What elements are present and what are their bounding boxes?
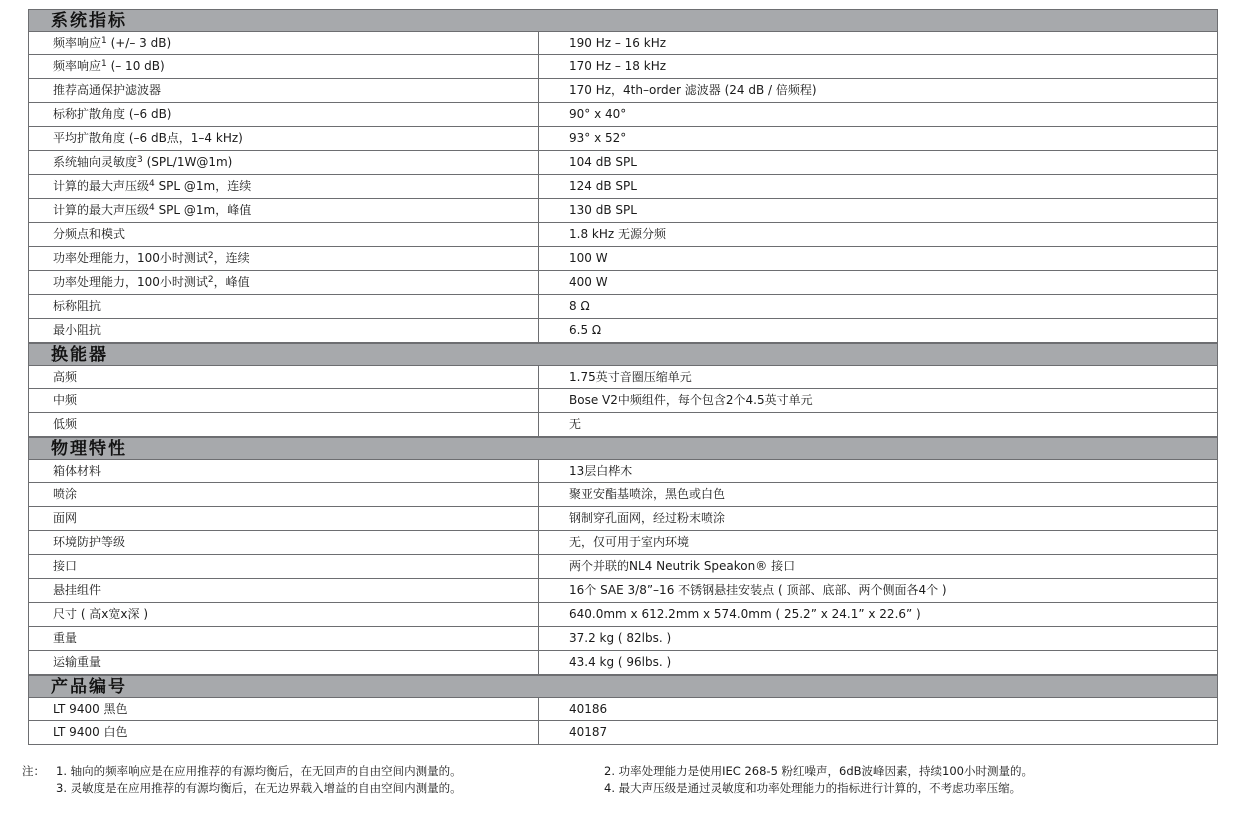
- spec-value: 40186: [569, 702, 608, 716]
- spec-row: [28, 413, 1218, 437]
- spec-value: 170 Hz，4th–order 滤波器 (24 dB / 倍频程): [569, 83, 817, 97]
- spec-row: [28, 223, 1218, 247]
- spec-label: [29, 531, 539, 554]
- spec-value: 640.0mm x 612.2mm x 574.0mm ( 25.2” x 24.1” x 22.6” ): [569, 607, 921, 621]
- spec-label-suffix: SPL @1m，连续: [154, 179, 252, 193]
- spec-label: [29, 698, 539, 720]
- spec-label: [29, 271, 539, 294]
- spec-value: 无: [569, 417, 582, 431]
- spec-label-text: 标称扩散角度 (–6 dB): [53, 107, 172, 121]
- spec-row: [28, 175, 1218, 199]
- spec-row: [28, 151, 1218, 175]
- spec-value: 93° x 52°: [569, 131, 627, 145]
- footnote-2: 2. 功率处理能力是使用IEC 268-5 粉红噪声，6dB波峰因素，持续100小时测量的。: [604, 764, 1033, 778]
- footnote-ref: 1: [101, 59, 107, 69]
- spec-label: [29, 55, 539, 78]
- footnote-prefix: 注：: [22, 764, 45, 778]
- footnote-ref: 2: [207, 251, 214, 261]
- spec-label-text: 功率处理能力，100小时测试: [53, 275, 208, 289]
- spec-value: 130 dB SPL: [569, 203, 637, 217]
- spec-label: [29, 175, 539, 198]
- spec-label-suffix: SPL @1m，峰值: [154, 203, 252, 217]
- spec-row: [28, 31, 1218, 55]
- spec-row: [28, 555, 1218, 579]
- spec-row: [28, 319, 1218, 343]
- spec-row: [28, 247, 1218, 271]
- spec-label-text: 频率响应: [53, 36, 102, 50]
- spec-label: [29, 651, 539, 674]
- spec-label-text: 频率响应: [53, 59, 102, 73]
- footnote-ref: 2: [207, 275, 214, 285]
- spec-row: [28, 127, 1218, 151]
- spec-value: 37.2 kg ( 82lbs. ): [569, 631, 672, 645]
- footnote-ref: 3: [137, 155, 143, 165]
- spec-label-text: 尺寸 ( 高x宽x深 ): [53, 607, 149, 621]
- spec-value: 钢制穿孔面网，经过粉末喷涂: [569, 511, 726, 525]
- footnote-3: 3. 灵敏度是在应用推荐的有源均衡后，在无边界载入增益的自由空间内测量的。: [56, 781, 462, 795]
- spec-label-text: 中频: [53, 393, 78, 407]
- spec-label-suffix: (+/– 3 dB): [106, 36, 172, 50]
- spec-label: [29, 507, 539, 530]
- spec-label: [29, 627, 539, 650]
- section-header: 产品编号: [28, 675, 1218, 697]
- footnote-ref: 4: [149, 179, 155, 189]
- spec-label-text: 面网: [53, 511, 78, 525]
- spec-label: [29, 79, 539, 102]
- spec-row: [28, 697, 1218, 721]
- spec-label: [29, 223, 539, 246]
- spec-label-suffix: (– 10 dB): [106, 59, 165, 73]
- footnote-1: 1. 轴向的频率响应是在应用推荐的有源均衡后，在无回声的自由空间内测量的。: [56, 764, 462, 778]
- spec-value: 13层白桦木: [569, 464, 633, 478]
- spec-label: [29, 295, 539, 318]
- spec-label: [29, 579, 539, 602]
- spec-label: [29, 413, 539, 436]
- spec-value: 16个 SAE 3/8”–16 不锈钢悬挂安装点 ( 顶部、底部、两个侧面各4个 ): [569, 583, 947, 597]
- spec-label-text: LT 9400 白色: [53, 725, 128, 739]
- spec-value: 8 Ω: [569, 299, 590, 313]
- section-header: 换能器: [28, 343, 1218, 365]
- spec-row: [28, 483, 1218, 507]
- spec-value: 100 W: [569, 251, 608, 265]
- spec-label-text: 分频点和模式: [53, 227, 126, 241]
- spec-label: [29, 483, 539, 506]
- spec-value: 104 dB SPL: [569, 155, 637, 169]
- spec-value: 170 Hz – 18 kHz: [569, 59, 667, 73]
- spec-value: 1.8 kHz 无源分频: [569, 227, 666, 241]
- spec-label-text: 功率处理能力，100小时测试: [53, 251, 208, 265]
- spec-value: 无，仅可用于室内环境: [569, 535, 690, 549]
- spec-value: 90° x 40°: [569, 107, 627, 121]
- section-header: 系统指标: [28, 9, 1218, 31]
- footnotes: [22, 763, 1242, 797]
- spec-label-text: 接口: [53, 559, 78, 573]
- spec-label-text: 重量: [53, 631, 78, 645]
- spec-label-text: 系统轴向灵敏度: [53, 155, 138, 169]
- spec-value: 43.4 kg ( 96lbs. ): [569, 655, 672, 669]
- spec-label-text: 喷涂: [53, 487, 78, 501]
- spec-row: [28, 79, 1218, 103]
- spec-row: [28, 627, 1218, 651]
- spec-label-text: 计算的最大声压级: [53, 203, 150, 217]
- spec-label-suffix: (SPL/1W@1m): [142, 155, 233, 169]
- spec-value: 40187: [569, 725, 608, 739]
- spec-label-text: 运输重量: [53, 655, 102, 669]
- spec-label: [29, 555, 539, 578]
- spec-label-text: 推荐高通保护滤波器: [53, 83, 162, 97]
- spec-label: [29, 460, 539, 482]
- spec-value: 190 Hz – 16 kHz: [569, 36, 667, 50]
- spec-label-text: 计算的最大声压级: [53, 179, 150, 193]
- spec-label: [29, 247, 539, 270]
- spec-label-text: 低频: [53, 417, 78, 431]
- spec-row: [28, 507, 1218, 531]
- spec-label: [29, 366, 539, 388]
- spec-row: [28, 271, 1218, 295]
- spec-label: [29, 103, 539, 126]
- spec-label-text: 箱体材料: [53, 464, 102, 478]
- spec-label: [29, 199, 539, 222]
- footnote-line-2: [22, 780, 1242, 797]
- spec-label: [29, 319, 539, 342]
- spec-label-suffix: ，峰值: [213, 275, 250, 289]
- footnote-4: 4. 最大声压级是通过灵敏度和功率处理能力的指标进行计算的，不考虑功率压缩。: [604, 781, 1022, 795]
- spec-label: [29, 389, 539, 412]
- section-header: 物理特性: [28, 437, 1218, 459]
- spec-row: [28, 55, 1218, 79]
- spec-row: [28, 103, 1218, 127]
- spec-row: [28, 721, 1218, 745]
- spec-label-text: 高频: [53, 370, 78, 384]
- spec-value: 400 W: [569, 275, 608, 289]
- spec-value: 6.5 Ω: [569, 323, 602, 337]
- spec-label-text: 平均扩散角度 (–6 dB点，1–4 kHz): [53, 131, 243, 145]
- footnote-ref: 4: [149, 203, 155, 213]
- spec-row: [28, 579, 1218, 603]
- spec-row: [28, 295, 1218, 319]
- spec-label: [29, 127, 539, 150]
- spec-value: Bose V2中频组件，每个包含2个4.5英寸单元: [569, 393, 813, 407]
- spec-row: [28, 199, 1218, 223]
- spec-label-text: 标称阻抗: [53, 299, 102, 313]
- spec-value: 聚亚安酯基喷涂，黑色或白色: [569, 487, 726, 501]
- spec-label-text: LT 9400 黑色: [53, 702, 128, 716]
- spec-value: 124 dB SPL: [569, 179, 637, 193]
- spec-label-text: 悬挂组件: [53, 583, 102, 597]
- spec-row: [28, 651, 1218, 675]
- spec-value: 1.75英寸音圈压缩单元: [569, 370, 692, 384]
- spec-label: [29, 32, 539, 54]
- spec-row: [28, 365, 1218, 389]
- spec-table: [28, 9, 1218, 745]
- spec-label-text: 环境防护等级: [53, 535, 126, 549]
- spec-label: [29, 151, 539, 174]
- spec-label: [29, 603, 539, 626]
- footnote-line-1: [22, 763, 1242, 780]
- spec-row: [28, 603, 1218, 627]
- spec-row: [28, 531, 1218, 555]
- footnote-ref: 1: [101, 36, 107, 46]
- spec-row: [28, 389, 1218, 413]
- spec-label-suffix: ，连续: [213, 251, 250, 265]
- spec-label: [29, 721, 539, 744]
- spec-value: 两个并联的NL4 Neutrik Speakon® 接口: [569, 559, 796, 573]
- spec-label-text: 最小阻抗: [53, 323, 102, 337]
- spec-row: [28, 459, 1218, 483]
